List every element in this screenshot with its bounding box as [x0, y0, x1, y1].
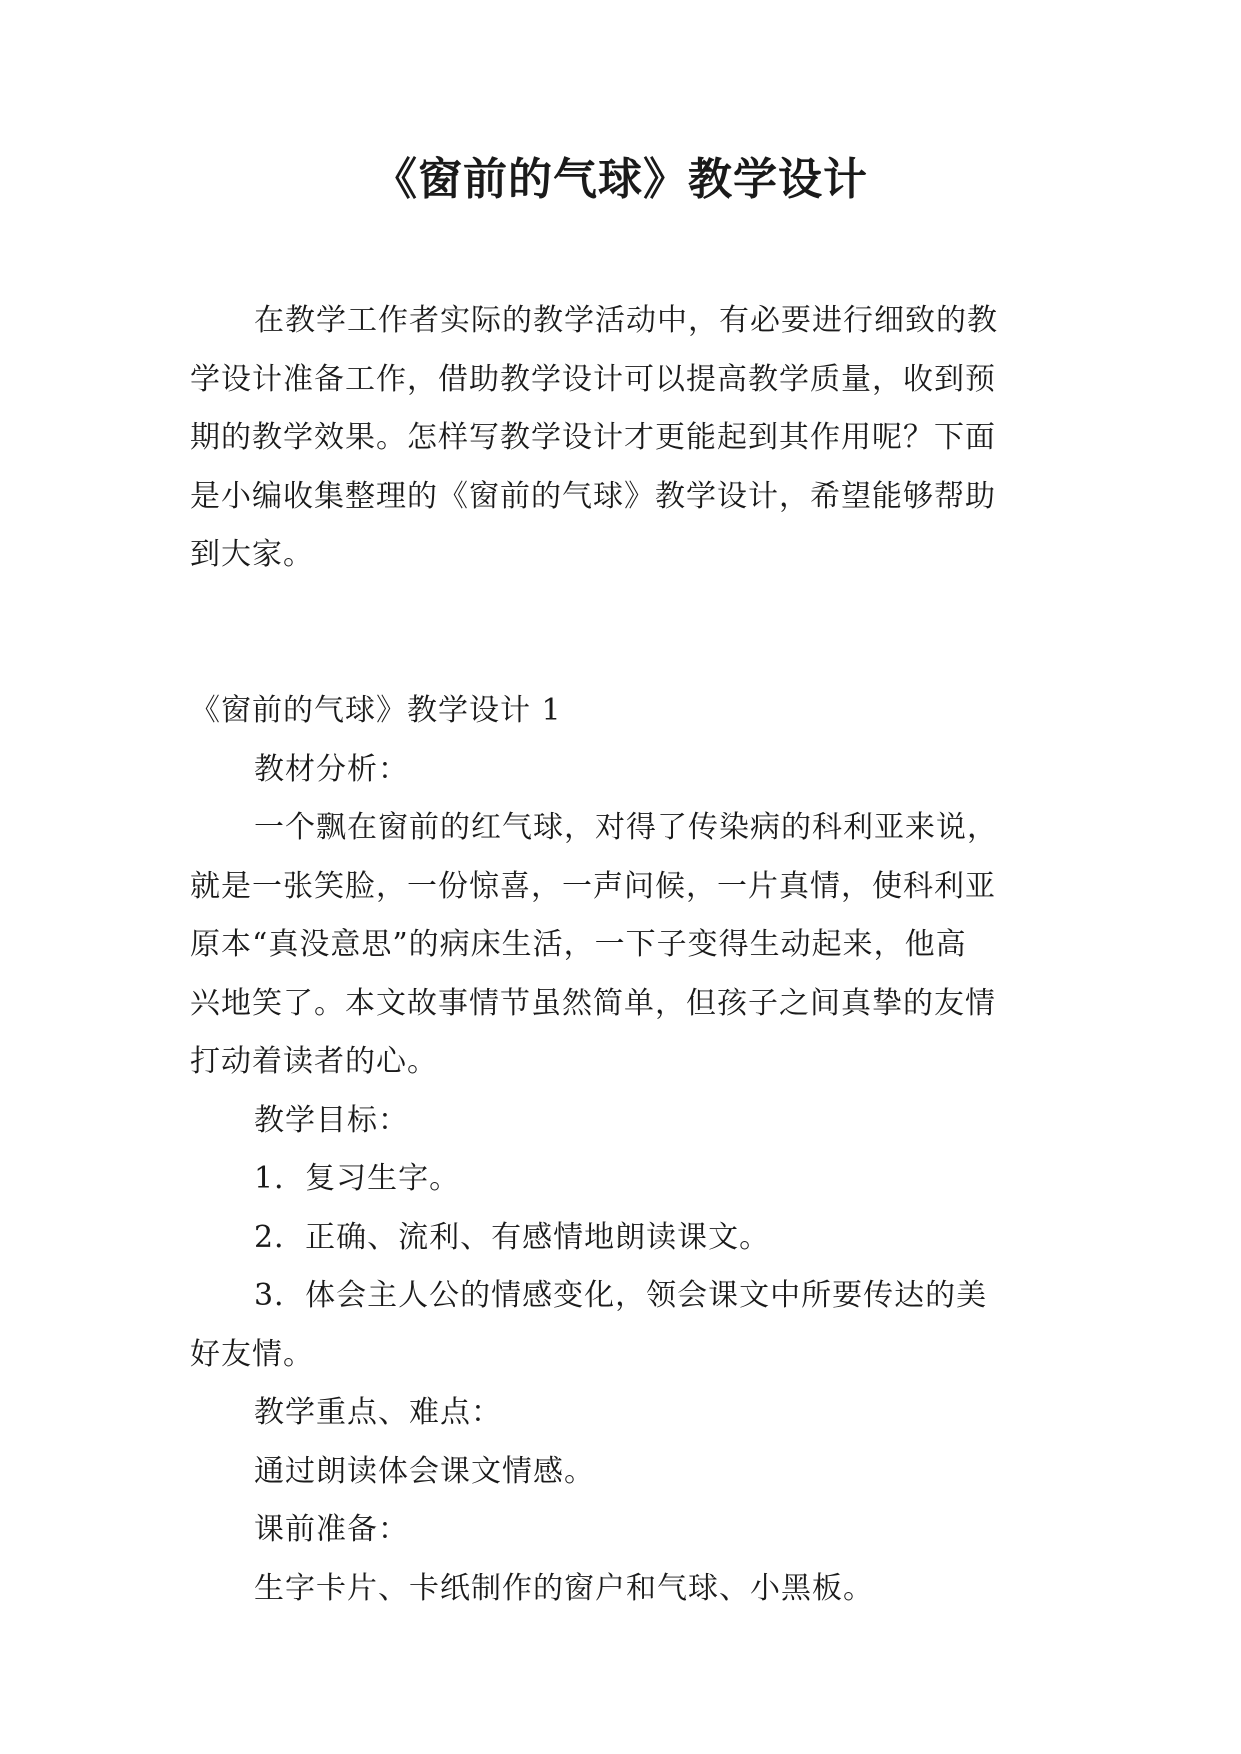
paragraph-gap: [190, 643, 1050, 682]
document-title: 《窗前的气球》教学设计: [373, 154, 868, 205]
heading-preparation: 课前准备：: [254, 1512, 409, 1547]
intro-line: 学设计准备工作，借助教学设计可以提高教学质量，收到预: [190, 361, 996, 397]
goal-item: 2．正确、流利、有感情地朗读课文。: [254, 1219, 771, 1255]
preparation-text: 生字卡片、卡纸制作的窗户和气球、小黑板。: [254, 1570, 874, 1606]
analysis-line: 一个飘在窗前的红气球，对得了传染病的科利亚来说，: [254, 810, 998, 845]
intro-line: 是小编收集整理的《窗前的气球》教学设计，希望能够帮助: [190, 478, 996, 514]
section-title: 《窗前的气球》教学设计 1: [190, 693, 562, 728]
intro-line: 期的教学效果。怎样写教学设计才更能起到其作用呢？下面: [190, 420, 996, 455]
intro-line: 在教学工作者实际的教学活动中，有必要进行细致的教: [254, 303, 998, 338]
analysis-line: 原本“真没意思”的病床生活，一下子变得生动起来，他高: [190, 927, 967, 962]
analysis-line: 就是一张笑脸，一份惊喜，一声问候，一片真情，使科利亚: [190, 868, 996, 904]
document-body: [190, 292, 1050, 1618]
analysis-line: 兴地笑了。本文故事情节虽然简单，但孩子之间真挚的友情: [190, 985, 996, 1021]
key-points-text: 通过朗读体会课文情感。: [254, 1453, 595, 1489]
paragraph-gap: [190, 585, 1050, 644]
analysis-line: 打动着读者的心。: [190, 1044, 438, 1079]
goal-item: 1．复习生字。: [254, 1161, 461, 1196]
intro-line: 到大家。: [190, 537, 314, 572]
goal-item-continued: 好友情。: [190, 1336, 314, 1372]
goal-item: 3．体会主人公的情感变化，领会课文中所要传达的美: [254, 1278, 988, 1313]
heading-material-analysis: 教材分析：: [254, 751, 409, 787]
heading-teaching-goals: 教学目标：: [254, 1102, 409, 1138]
heading-key-points: 教学重点、难点：: [254, 1395, 502, 1430]
